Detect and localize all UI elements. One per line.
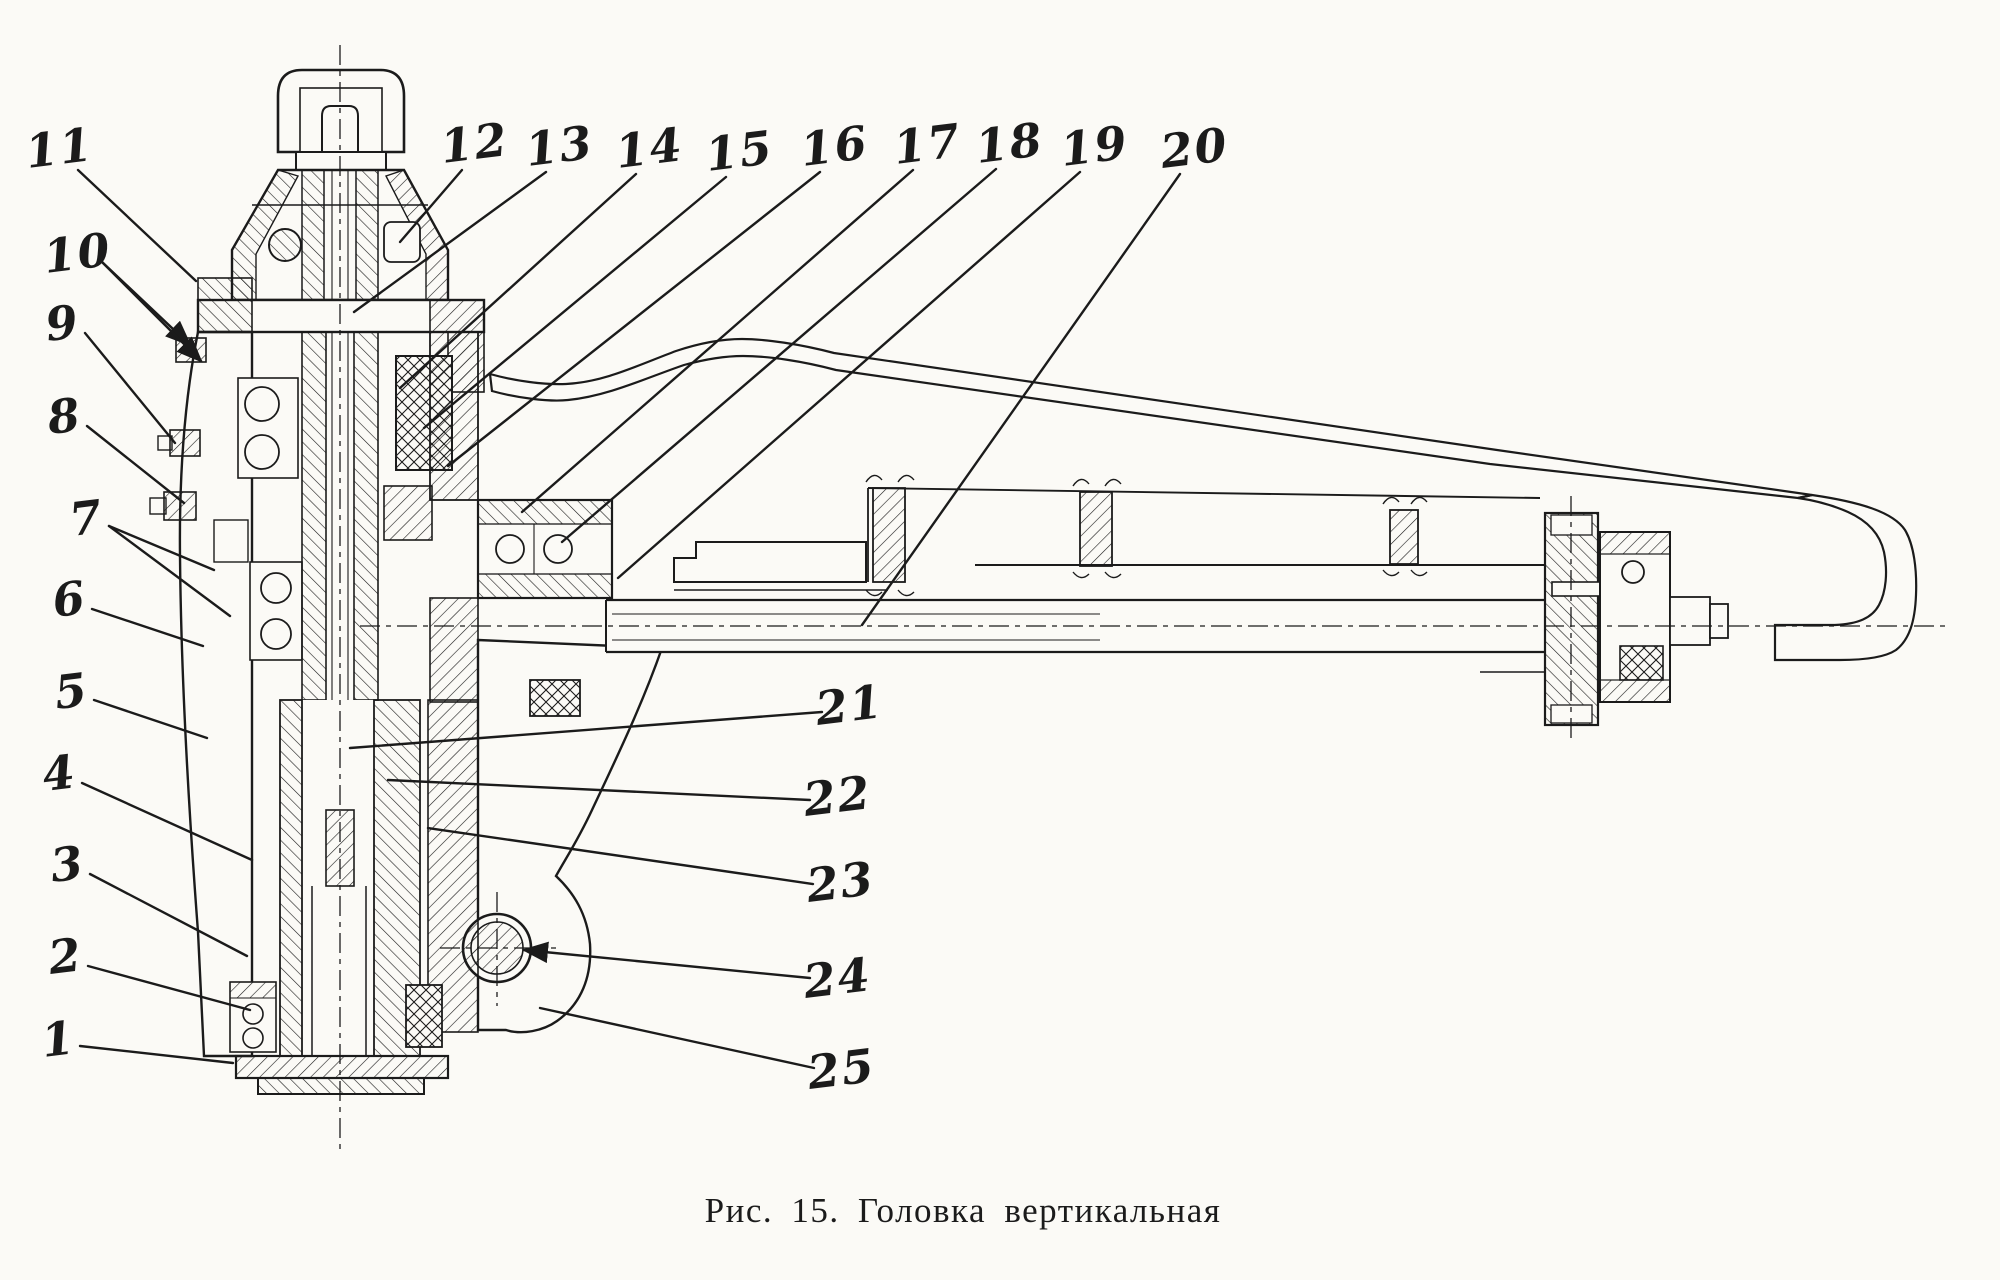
- cap-collar: [296, 152, 386, 170]
- ball-bearing: [1622, 561, 1644, 583]
- overarm-assembly: [490, 339, 1916, 725]
- arm-right-hook: [1775, 495, 1916, 660]
- boss-lower: [164, 492, 196, 520]
- leader-line-1: [80, 1046, 233, 1063]
- junction-crosshatch-block: [530, 680, 580, 716]
- flange-right-block: [430, 300, 484, 332]
- leader-line-24: [524, 950, 810, 978]
- ball-bearing: [243, 1028, 263, 1048]
- part-number-18: 18: [972, 112, 1047, 174]
- part-number-20: 20: [1157, 117, 1232, 179]
- t-bolt: [1390, 510, 1418, 564]
- end-bearing-top-cap: [1600, 532, 1670, 554]
- part-number-5: 5: [51, 662, 92, 720]
- leader-line-19: [618, 172, 1080, 578]
- part-number-2: 2: [45, 927, 86, 985]
- casing-strip-right: [428, 700, 478, 1032]
- leader-line-6: [92, 609, 203, 646]
- part-number-19: 19: [1057, 115, 1132, 177]
- ball-bearing: [243, 1004, 263, 1024]
- break-marks: [866, 475, 1427, 595]
- spacer-block: [384, 486, 432, 540]
- quill-nut: [406, 985, 442, 1047]
- spindle-wall-left: [302, 332, 326, 700]
- part-number-13: 13: [522, 115, 597, 177]
- shaft-stub: [1670, 597, 1710, 645]
- clamping-gib: [674, 542, 866, 582]
- arm-top-wall: [490, 339, 1812, 498]
- bevel-box-bottom-cap: [478, 574, 612, 598]
- t-bolt: [873, 488, 905, 582]
- t-bolt: [1080, 492, 1112, 566]
- part-number-9: 9: [42, 294, 83, 352]
- part-number-23: 23: [803, 851, 878, 913]
- part-number-17: 17: [890, 113, 965, 175]
- casing-window: [214, 520, 248, 562]
- end-bearing-bottom-cap: [1600, 680, 1670, 702]
- part-number-11: 11: [22, 117, 97, 179]
- leader-line-18: [562, 169, 996, 542]
- ball-bearing: [496, 535, 524, 563]
- casing-right-wall-mid: [430, 598, 478, 702]
- part-number-6: 6: [49, 570, 90, 628]
- ball-bearing: [544, 535, 572, 563]
- leader-line-16: [448, 172, 820, 466]
- arm-shelf-line: [868, 488, 1540, 498]
- part-number-12: 12: [437, 112, 512, 174]
- bottom-cap-upper: [236, 1056, 448, 1078]
- ball-bearing: [261, 619, 291, 649]
- part-number-16: 16: [797, 115, 872, 177]
- shaft-stub-end: [1710, 604, 1728, 638]
- part-number-24: 24: [800, 947, 875, 1009]
- oil-pocket: [384, 222, 420, 262]
- leader-line-7: [109, 526, 230, 616]
- ball-bearing: [245, 387, 279, 421]
- leader-line-9: [85, 333, 175, 443]
- bottom-cap-lower: [258, 1078, 424, 1094]
- figure-caption: Рис. 15. Головка вертикальная: [704, 1191, 1222, 1230]
- part-number-3: 3: [47, 835, 88, 893]
- leader-line-7: [109, 526, 214, 570]
- part-number-22: 22: [800, 765, 875, 827]
- part-number-10: 10: [40, 222, 115, 284]
- leader-line-13: [354, 172, 546, 312]
- spindle-wall-right: [354, 332, 378, 700]
- part-number-14: 14: [612, 117, 687, 179]
- leader-line-5: [94, 700, 207, 738]
- bevel-box-top-cap: [478, 500, 612, 524]
- part-number-4: 4: [39, 744, 80, 802]
- lower-bearing-cap: [230, 982, 276, 998]
- part-number-1: 1: [38, 1010, 79, 1068]
- ball-bearing: [245, 435, 279, 469]
- part-number-25: 25: [804, 1038, 879, 1100]
- spindle-wall-upper-left: [302, 170, 324, 300]
- leader-line-3: [90, 874, 247, 956]
- part-number-7: 7: [66, 489, 107, 547]
- quill-wall-left: [280, 700, 302, 1056]
- leader-line-23: [428, 828, 813, 884]
- cap-interior: [300, 88, 382, 152]
- ball-bearing: [261, 573, 291, 603]
- leader-line-10: [102, 262, 201, 361]
- leader-line-25: [540, 1008, 814, 1068]
- part-number-15: 15: [702, 120, 777, 182]
- part-number-8: 8: [44, 387, 85, 445]
- spindle-wall-upper-right: [356, 170, 378, 300]
- adjusting-screw: [269, 229, 301, 261]
- end-bearing-crosshatch: [1620, 646, 1663, 680]
- leader-line-4: [82, 783, 252, 860]
- flange-left-block: [198, 278, 252, 332]
- leader-line-2: [88, 966, 250, 1010]
- part-number-21: 21: [812, 674, 887, 736]
- leader-line-17: [522, 170, 913, 512]
- vertical-head-assembly: [150, 70, 662, 1094]
